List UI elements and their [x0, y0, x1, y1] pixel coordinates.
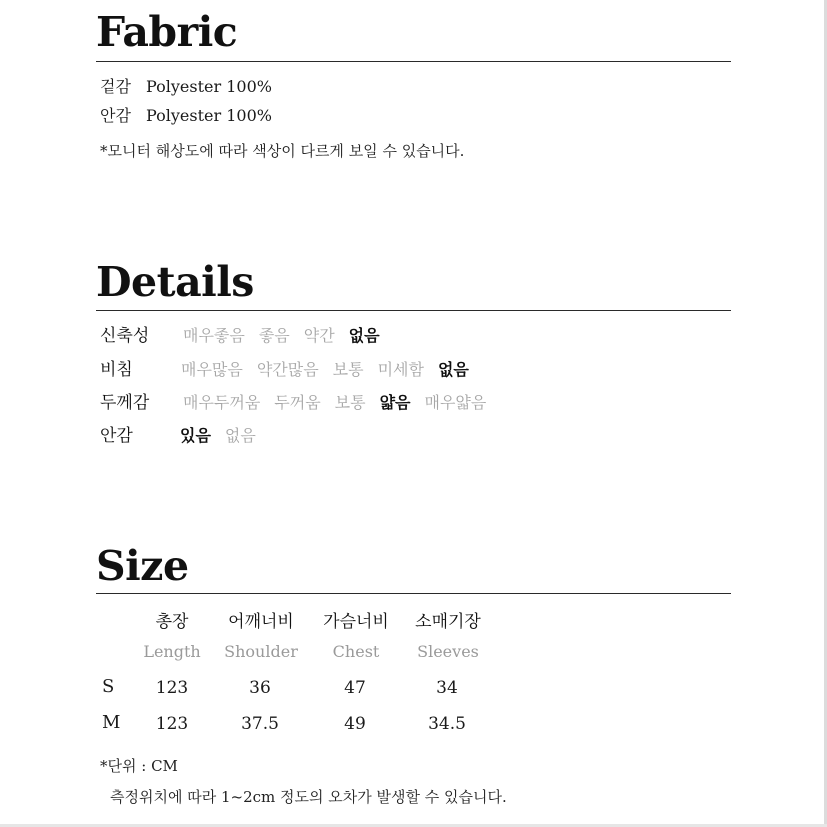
detail-option-selected: 얇음: [379, 393, 411, 412]
size-row-label-s: S: [102, 676, 115, 697]
detail-lining-options: [180, 428, 270, 444]
detail-option: 좋음: [258, 326, 290, 345]
fabric-row-lining: [100, 108, 272, 124]
size-cell: 34: [436, 678, 458, 698]
detail-option: 보통: [334, 393, 366, 412]
size-header-chest-ko: 가슴너비: [323, 612, 389, 632]
fabric-divider: [96, 61, 731, 62]
size-divider: [96, 593, 731, 594]
size-header-shoulder-en: Shoulder: [224, 642, 298, 661]
size-cell: 49: [344, 714, 366, 734]
size-title: Size: [96, 542, 189, 590]
detail-option: 약간: [303, 326, 335, 345]
size-header-length-ko: 총장: [155, 612, 189, 632]
details-divider: [96, 310, 731, 311]
detail-option: 보통: [332, 360, 364, 379]
detail-sheer-options: [181, 362, 483, 378]
detail-option-selected: 없음: [348, 326, 380, 345]
detail-stretch-options: [183, 328, 394, 344]
size-cell: 47: [344, 678, 366, 698]
size-cell: 34.5: [428, 714, 466, 734]
size-unit-note: *단위 : CM: [100, 757, 178, 775]
size-row-label-m: M: [102, 712, 121, 733]
detail-thickness-options: [183, 395, 500, 411]
size-cell: 123: [155, 714, 189, 734]
size-header-sleeves-en: Sleeves: [417, 642, 479, 661]
detail-option: 약간많음: [256, 360, 319, 379]
detail-sheer-label: 비침: [100, 360, 133, 380]
detail-option: 없음: [224, 426, 256, 445]
size-header-chest-en: Chest: [332, 642, 380, 661]
details-title: Details: [96, 258, 254, 306]
detail-option: 미세함: [377, 360, 424, 379]
fabric-outer-value: Polyester 100%: [146, 77, 272, 96]
detail-option: 매우두꺼움: [183, 393, 261, 412]
detail-thickness-label: 두께감: [100, 393, 150, 413]
detail-option: 두꺼움: [274, 393, 321, 412]
size-header-sleeves-ko: 소매기장: [415, 612, 481, 632]
size-cell: 37.5: [241, 714, 279, 734]
size-cell: 36: [249, 678, 271, 698]
fabric-monitor-note: *모니터 해상도에 따라 색상이 다르게 보일 수 있습니다.: [100, 142, 465, 160]
size-header-shoulder-ko: 어깨너비: [228, 612, 294, 632]
fabric-lining-label: 안감: [100, 106, 131, 125]
size-cell: 123: [155, 678, 189, 698]
detail-option: 매우좋음: [183, 326, 245, 345]
fabric-lining-value: Polyester 100%: [146, 106, 272, 125]
detail-option: 매우많음: [181, 360, 243, 379]
detail-stretch-label: 신축성: [100, 326, 150, 346]
fabric-row-outer: [100, 79, 272, 95]
fabric-title: Fabric: [96, 8, 238, 56]
detail-option: 매우얇음: [424, 393, 487, 412]
detail-option-selected: 없음: [437, 360, 469, 379]
detail-option-selected: 있음: [180, 426, 211, 445]
size-header-length-en: Length: [143, 642, 201, 661]
size-tolerance-note: 측정위치에 따라 1~2cm 정도의 오차가 발생할 수 있습니다.: [110, 788, 507, 806]
fabric-outer-label: 겉감: [100, 77, 131, 96]
detail-lining-label: 안감: [100, 426, 133, 446]
